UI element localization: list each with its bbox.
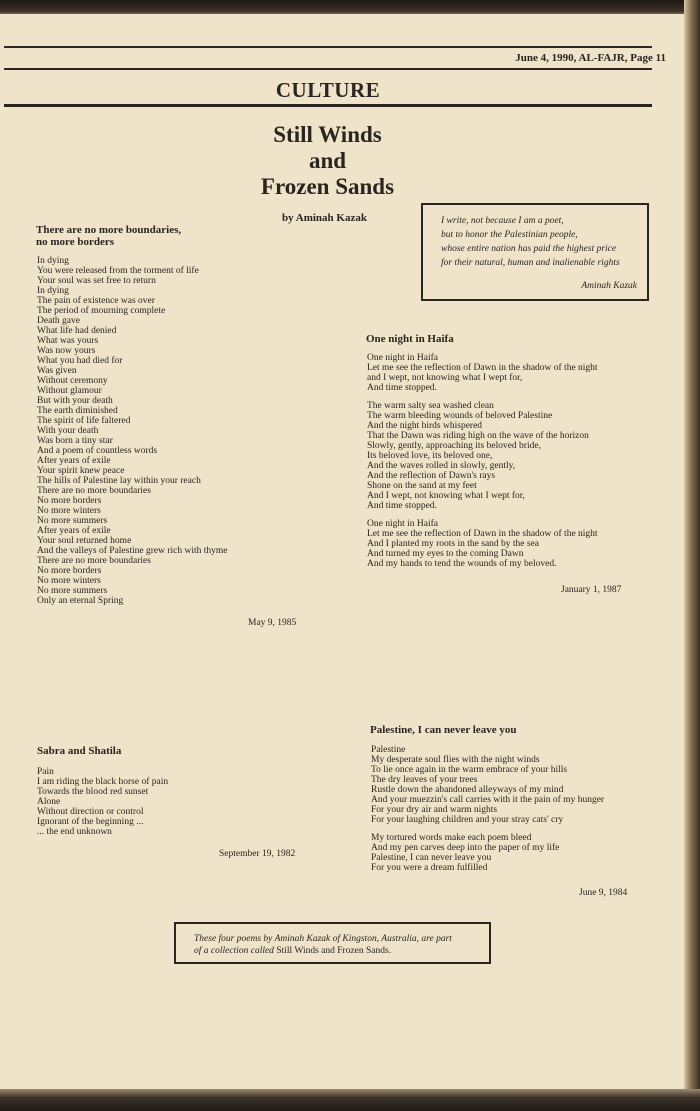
poem-line: No more borders [37, 566, 102, 576]
poem-line: After years of exile [37, 526, 111, 536]
quote-line: whose entire nation has paid the highest price [441, 244, 617, 254]
title-line: Frozen Sands [260, 174, 395, 199]
quote-line: for their natural, human and inalienable rights [441, 258, 620, 268]
poem-date: September 19, 1982 [219, 849, 296, 859]
poem-line: For your laughing children and your stray cats' cry [371, 815, 564, 825]
poem-line: No more winters [37, 576, 101, 586]
poem-line: There are no more boundaries [37, 486, 151, 496]
poem-line: There are no more boundaries [37, 556, 151, 566]
poem-date: May 9, 1985 [248, 618, 297, 628]
top-rule [4, 46, 652, 48]
poem-line: Shone on the sand at my feet [367, 481, 477, 491]
poem-date: June 9, 1984 [579, 888, 628, 898]
quote-line: I write, not because I am a poet, [441, 216, 564, 226]
section-rule-bottom [4, 104, 652, 107]
poem-line: In dying [37, 256, 69, 266]
poem-line: The spirit of life faltered [37, 416, 131, 426]
poem-line: The period of mourning complete [37, 306, 166, 316]
poem-line: What life had denied [37, 326, 117, 336]
poem-line: And the waves rolled in slowly, gently, [367, 461, 516, 471]
footnote-book-title: Still Winds and Frozen Sands [276, 946, 389, 956]
poem-line: Your spirit knew peace [37, 466, 125, 476]
quote-line: but to honor the Palestinian people, [441, 230, 578, 240]
title-line: Still Winds [273, 122, 382, 147]
poem-line: You were released from the torment of life [37, 266, 199, 276]
poem-line: Your soul returned home [37, 536, 132, 546]
poem-line: No more summers [37, 586, 108, 596]
poem-stanza [37, 256, 227, 606]
poem-line: Only an eternal Spring [37, 596, 124, 606]
poem-line: No more borders [37, 496, 102, 506]
poem-line: I am riding the black horse of pain [37, 777, 169, 787]
poem-line: With your death [37, 426, 99, 436]
poem-line: For you were a dream fulfilled [371, 863, 488, 873]
poem-line: Towards the blood red sunset [37, 787, 149, 797]
poem-line: And a poem of countless words [37, 446, 158, 456]
poem-stanza [367, 353, 598, 393]
poem-line: Was now yours [37, 346, 96, 356]
poem-line: Alone [37, 797, 61, 807]
poem-line: And your muezzin's call carries with it the pain of my hunger [371, 795, 605, 805]
poem-stanza [367, 401, 598, 511]
poem-line: And time stopped. [367, 383, 437, 393]
poem-line: One night in Haifa [367, 519, 438, 529]
poem-line: Pain [37, 767, 54, 777]
poem-line: And the reflection of Dawn's rays [367, 471, 496, 481]
scan-bottom-edge [0, 1089, 700, 1111]
scan-right-edge [684, 0, 700, 1111]
poem-date: January 1, 1987 [561, 585, 622, 595]
poem-line: The earth diminished [37, 406, 118, 416]
poem-line: What was yours [37, 336, 99, 346]
poem-title: Palestine, I can never leave you [370, 724, 517, 736]
quote-author: Aminah Kazak [581, 281, 637, 291]
poem-line: After years of exile [37, 456, 111, 466]
poem-line: And my hands to tend the wounds of my beloved. [367, 559, 557, 569]
poem-line: Death gave [37, 316, 80, 326]
poem-line: Its beloved love, its beloved one, [367, 451, 493, 461]
poem-body [371, 745, 604, 881]
poem-line: Without glamour [37, 386, 102, 396]
poem-line: To lie once again in the warm embrace of your hills [371, 765, 568, 775]
poem-line: That the Dawn was riding high on the wave of the horizon [367, 431, 589, 441]
title-line: and [308, 148, 347, 173]
section-heading: CULTURE [275, 78, 381, 102]
footnote-box [174, 922, 491, 964]
byline: by Aminah Kazak [282, 212, 367, 224]
poem-line: And turned my eyes to the coming Dawn [367, 549, 524, 559]
poem-line: The pain of existence was over [37, 296, 155, 306]
poem-line: Was given [37, 366, 77, 376]
poem-line: Let me see the reflection of Dawn in the shadow of the night [367, 363, 598, 373]
poem-stanza [371, 745, 604, 825]
poem-line: Palestine [371, 745, 406, 755]
poem-line: Rustle down the abandoned alleyways of my mind [371, 785, 564, 795]
poem-line: And I wept, not knowing what I wept for, [367, 491, 525, 501]
poem-line: Ignorant of the beginning ... [37, 817, 144, 827]
article-title [230, 122, 425, 200]
poem-line: No more winters [37, 506, 101, 516]
poem-line: Without ceremony [37, 376, 108, 386]
poem-line: Palestine, I can never leave you [371, 853, 492, 863]
poem-line: But with your death [37, 396, 113, 406]
poem-line: Your soul was set free to return [37, 276, 156, 286]
poem-line: My tortured words make each poem bleed [371, 833, 532, 843]
poem-line: No more summers [37, 516, 108, 526]
section-rule-top [4, 68, 652, 70]
poem-line: And I planted my roots in the sand by the sea [367, 539, 540, 549]
footnote-text: of a collection called [194, 946, 274, 956]
footnote-end: . [388, 946, 392, 956]
poem-line: The dry leaves of your trees [371, 775, 478, 785]
poem-line: And the valleys of Palestine grew rich with thyme [37, 546, 228, 556]
poem-body [367, 353, 598, 577]
poem-line: ... the end unknown [37, 827, 112, 837]
author-quote-box [421, 203, 649, 301]
poem-line: The warm bleeding wounds of beloved Palestine [367, 411, 553, 421]
poem-line: One night in Haifa [367, 353, 438, 363]
poem-stanza [371, 833, 604, 873]
poem-line: For your dry air and warm nights [371, 805, 498, 815]
poem-title: There are no more boundaries, no more borders [36, 224, 182, 248]
poem-line: Without direction or control [37, 807, 144, 817]
poem-stanza [37, 767, 168, 837]
poem-line: The hills of Palestine lay within your reach [37, 476, 201, 486]
poem-line: Let me see the reflection of Dawn in the shadow of the night [367, 529, 598, 539]
poem-body [37, 767, 168, 845]
poem-line: Slowly, gently, approaching its beloved bride, [367, 441, 541, 451]
poem-line: And time stopped. [367, 501, 437, 511]
poem-title: Sabra and Shatila [37, 745, 122, 757]
poem-line: Was born a tiny star [37, 436, 113, 446]
poem-line: The warm salty sea washed clean [367, 401, 494, 411]
poem-line: My desperate soul flies with the night winds [371, 755, 540, 765]
footnote-text: These four poems by Aminah Kazak of Kingston, Australia, are part [194, 934, 452, 944]
poem-title: One night in Haifa [366, 333, 454, 345]
poem-body [37, 256, 227, 614]
poem-stanza [367, 519, 598, 569]
poem-line: In dying [37, 286, 69, 296]
dateline: June 4, 1990, AL-FAJR, Page 11 [515, 52, 666, 64]
poem-line: and I wept, not knowing what I wept for, [367, 373, 523, 383]
poem-line: And the night birds whispered [367, 421, 483, 431]
poem-line: What you had died for [37, 356, 123, 366]
poem-line: And my pen carves deep into the paper of my life [371, 843, 560, 853]
